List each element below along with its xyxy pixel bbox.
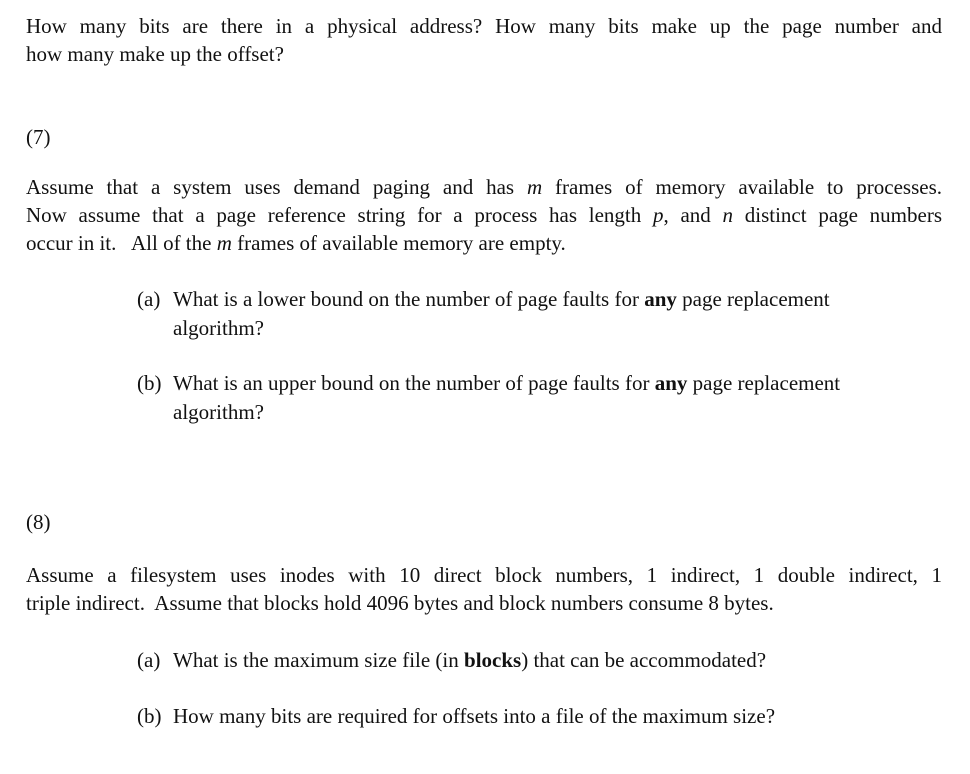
question-7-line-3: occur in it. All of the m frames of available memory are empty. [26,231,566,255]
question-7-line-1: Assume that a system uses demand paging and has m frames of memory available to processes. [26,175,942,199]
part-a-prefix: (a) [137,648,161,672]
question-8-line-2: triple indirect. Assume that blocks hold 4096 bytes and block numbers consume 8 bytes. [26,591,774,615]
question-7-part-b [137,369,927,427]
question-8-line-1: Assume a filesystem uses inodes with 10 direct block numbers, 1 indirect, 1 double indirect, 1 [26,563,942,587]
variable-m: m [216,231,232,255]
intro-line-1: How many bits are there in a physical address? How many bits make up the page number and [26,14,942,38]
intro-paragraph [26,12,942,68]
question-7-label: (7) [26,125,51,149]
part-a-text: What is the maximum size file (in blocks) that can be accommodated? [173,648,767,672]
emphasis-any: any [644,287,677,311]
emphasis-any: any [654,371,688,395]
variable-n: n [722,203,734,227]
part-b-text: What is an upper bound on the number of page faults for any page replacement algorithm? [173,371,841,424]
part-b-prefix: (b) [137,371,162,395]
question-8-paragraph [26,561,942,617]
question-8-part-b [137,702,927,731]
part-a-prefix: (a) [137,287,161,311]
question-8-label: (8) [26,510,51,534]
part-b-prefix: (b) [137,704,162,728]
variable-p: p [653,203,664,227]
intro-line-2: how many make up the offset? [26,42,284,66]
question-8-part-a [137,646,927,675]
question-7-line-2: Now assume that a page reference string for a process has length p, and n distinct page numbers [26,203,943,227]
part-a-text: What is a lower bound on the number of page faults for any page replacement algorithm? [173,287,830,340]
variable-m: m [526,175,543,199]
question-7-paragraph [26,173,942,257]
emphasis-blocks: blocks [464,648,522,672]
question-7-part-a [137,285,927,343]
part-b-text: How many bits are required for offsets into a file of the maximum size? [173,704,776,728]
